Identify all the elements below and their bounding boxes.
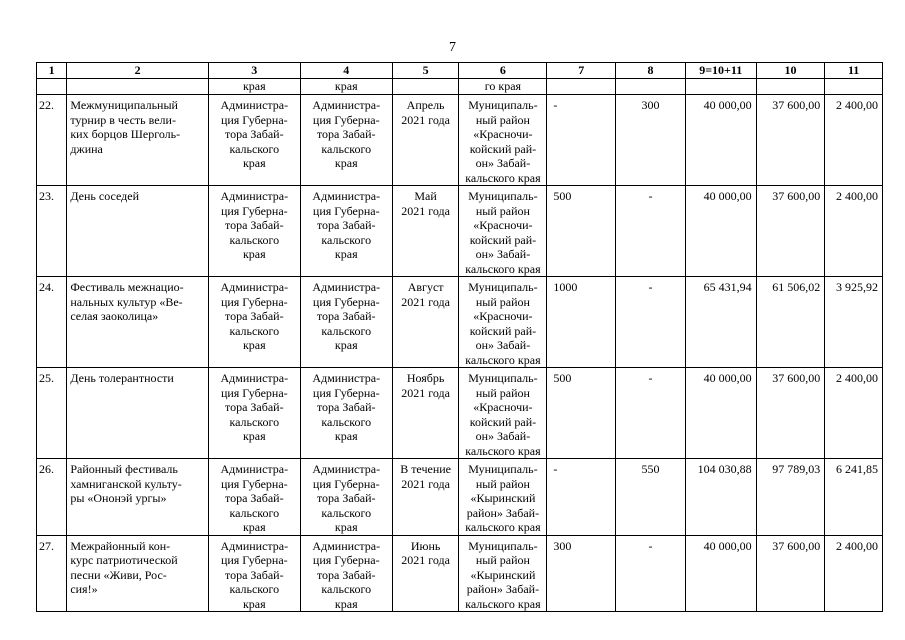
amount-part-1-cell bbox=[756, 186, 825, 277]
event-name-cell bbox=[67, 186, 209, 277]
event-name-cell bbox=[67, 535, 209, 612]
organizer-cell bbox=[208, 459, 300, 536]
table-row bbox=[37, 186, 883, 277]
column-header: 11 bbox=[825, 63, 883, 79]
participants-count-alt-cell bbox=[616, 459, 686, 536]
column-header: 2 bbox=[67, 63, 209, 79]
participants-count: 1000 bbox=[553, 280, 578, 294]
executor-cell bbox=[300, 186, 392, 277]
column-header: 10 bbox=[756, 63, 825, 79]
executor: Администра- ция Губерна- тора Забай- кальского края bbox=[312, 538, 381, 611]
event-date: Июнь 2021 года bbox=[401, 538, 450, 567]
event-date: Апрель 2021 года bbox=[401, 98, 450, 127]
total-amount-cell bbox=[685, 95, 756, 186]
event-date-cell bbox=[392, 277, 459, 368]
column-header: 4 bbox=[300, 63, 392, 79]
total-amount-cell bbox=[685, 368, 756, 459]
amount-part-2: 2 400,00 bbox=[836, 371, 878, 385]
organizer: Администра- ция Губерна- тора Забай- кальского края bbox=[220, 189, 289, 261]
event-date: Май 2021 года bbox=[401, 189, 450, 218]
amount-part-1: 37 600,00 bbox=[772, 98, 821, 112]
event-date-cell bbox=[392, 535, 459, 612]
event-date: Ноябрь 2021 года bbox=[401, 371, 450, 400]
organizer: Администра- ция Губерна- тора Забай- кальского края bbox=[220, 98, 289, 170]
organizer: Администра- ция Губерна- тора Забай- кальского края bbox=[220, 371, 289, 443]
table-row bbox=[37, 368, 883, 459]
total-amount: 40 000,00 bbox=[703, 371, 752, 385]
event-place: Муниципаль- ный район «Красночи- койский рай- он» Забай- кальского края bbox=[465, 189, 541, 276]
row-number: 22. bbox=[39, 98, 54, 112]
event-place: Муниципаль- ный район «Кыринский район» Забай- кальского края bbox=[465, 462, 541, 534]
participants-count: - bbox=[553, 462, 558, 476]
participants-count-cell bbox=[547, 368, 616, 459]
participants-count-cell bbox=[547, 459, 616, 536]
table-row bbox=[37, 459, 883, 536]
events-table bbox=[36, 62, 883, 612]
event-name: День соседей bbox=[70, 189, 139, 203]
participants-count-cell bbox=[547, 186, 616, 277]
continuation-cell: края bbox=[300, 79, 392, 95]
event-name: День толерантности bbox=[70, 371, 174, 385]
continuation-cell bbox=[756, 79, 825, 95]
amount-part-2-cell bbox=[825, 277, 883, 368]
total-amount: 40 000,00 bbox=[703, 189, 752, 203]
participants-count-cell bbox=[547, 277, 616, 368]
event-name: Межрайонный кон- курс патриотической песни «Живи, Рос- сия!» bbox=[70, 538, 178, 596]
continuation-cell bbox=[392, 79, 459, 95]
amount-part-2: 6 241,85 bbox=[836, 462, 878, 476]
total-amount: 40 000,00 bbox=[703, 538, 752, 553]
participants-count-cell bbox=[547, 95, 616, 186]
executor: Администра- ция Губерна- тора Забай- кальского края bbox=[312, 371, 381, 443]
participants-count-cell bbox=[547, 535, 616, 612]
event-place: Муниципаль- ный район «Красночи- койский рай- он» Забай- кальского края bbox=[465, 98, 541, 185]
executor: Администра- ция Губерна- тора Забай- кальского края bbox=[312, 189, 381, 261]
amount-part-1: 61 506,02 bbox=[772, 280, 821, 294]
row-number-cell bbox=[37, 535, 67, 612]
event-name: Фестиваль межнацио- нальных культур «Ве- селая заоколица» bbox=[70, 280, 184, 323]
participants-count-alt: 550 bbox=[641, 462, 660, 476]
column-number-row bbox=[37, 63, 883, 79]
participants-count-alt-cell bbox=[616, 277, 686, 368]
amount-part-2-cell bbox=[825, 368, 883, 459]
column-header: 5 bbox=[392, 63, 459, 79]
event-date: В течение 2021 года bbox=[400, 462, 451, 491]
executor: Администра- ция Губерна- тора Забай- кальского края bbox=[312, 98, 381, 170]
total-amount-cell bbox=[685, 459, 756, 536]
event-date-cell bbox=[392, 368, 459, 459]
executor-cell bbox=[300, 368, 392, 459]
row-number-cell bbox=[37, 277, 67, 368]
event-name: Районный фестиваль хамниганской культу- ры «Ононэй ургы» bbox=[70, 462, 182, 505]
total-amount: 40 000,00 bbox=[703, 98, 752, 112]
event-place-cell bbox=[459, 535, 547, 612]
participants-count: - bbox=[553, 98, 558, 112]
participants-count-alt: - bbox=[648, 189, 653, 203]
event-place-cell bbox=[459, 95, 547, 186]
amount-part-2: 2 400,00 bbox=[836, 189, 878, 203]
row-number: 27. bbox=[39, 538, 54, 553]
continuation-cell bbox=[616, 79, 686, 95]
row-number: 23. bbox=[39, 189, 54, 203]
event-date-cell bbox=[392, 459, 459, 536]
event-name-cell bbox=[67, 459, 209, 536]
amount-part-1: 37 600,00 bbox=[772, 371, 821, 385]
organizer-cell bbox=[208, 95, 300, 186]
executor-cell bbox=[300, 535, 392, 612]
continuation-cell bbox=[685, 79, 756, 95]
row-number: 24. bbox=[39, 280, 54, 294]
table-row bbox=[37, 535, 883, 612]
amount-part-1-cell bbox=[756, 535, 825, 612]
column-header: 7 bbox=[547, 63, 616, 79]
participants-count: 500 bbox=[553, 371, 572, 385]
event-date-cell bbox=[392, 186, 459, 277]
row-number: 26. bbox=[39, 462, 54, 476]
column-header: 3 bbox=[208, 63, 300, 79]
event-place-cell bbox=[459, 186, 547, 277]
row-number-cell bbox=[37, 95, 67, 186]
amount-part-2-cell bbox=[825, 535, 883, 612]
continuation-row bbox=[37, 79, 883, 95]
event-place-cell bbox=[459, 459, 547, 536]
executor: Администра- ция Губерна- тора Забай- кальского края bbox=[312, 462, 381, 534]
amount-part-2-cell bbox=[825, 186, 883, 277]
organizer-cell bbox=[208, 535, 300, 612]
participants-count-alt: - bbox=[648, 371, 653, 385]
event-name: Межмуниципальный турнир в честь вели- ких борцов Шерголь- джина bbox=[70, 98, 181, 156]
continuation-cell bbox=[547, 79, 616, 95]
table-row bbox=[37, 95, 883, 186]
event-name-cell bbox=[67, 277, 209, 368]
organizer-cell bbox=[208, 186, 300, 277]
column-header: 6 bbox=[459, 63, 547, 79]
participants-count: 300 bbox=[553, 538, 572, 553]
participants-count-alt-cell bbox=[616, 368, 686, 459]
event-place: Муниципаль- ный район «Красночи- койский рай- он» Забай- кальского края bbox=[465, 371, 541, 458]
organizer-cell bbox=[208, 368, 300, 459]
total-amount: 104 030,88 bbox=[697, 462, 752, 476]
column-header: 9=10+11 bbox=[685, 63, 756, 79]
amount-part-1-cell bbox=[756, 368, 825, 459]
row-number-cell bbox=[37, 368, 67, 459]
amount-part-1-cell bbox=[756, 277, 825, 368]
participants-count-alt: 300 bbox=[641, 98, 660, 112]
organizer: Администра- ция Губерна- тора Забай- кальского края bbox=[220, 280, 289, 352]
participants-count: 500 bbox=[553, 189, 572, 203]
event-place: Муниципаль- ный район «Красночи- койский рай- он» Забай- кальского края bbox=[465, 280, 541, 367]
amount-part-1: 37 600,00 bbox=[772, 538, 821, 553]
row-number-cell bbox=[37, 459, 67, 536]
amount-part-1: 97 789,03 bbox=[772, 462, 821, 476]
organizer: Администра- ция Губерна- тора Забай- кальского края bbox=[220, 538, 289, 611]
table-row bbox=[37, 277, 883, 368]
event-date: Август 2021 года bbox=[401, 280, 450, 309]
total-amount: 65 431,94 bbox=[703, 280, 752, 294]
continuation-cell: края bbox=[208, 79, 300, 95]
continuation-cell bbox=[67, 79, 209, 95]
participants-count-alt-cell bbox=[616, 95, 686, 186]
event-place-cell bbox=[459, 368, 547, 459]
column-header: 8 bbox=[616, 63, 686, 79]
row-number: 25. bbox=[39, 371, 54, 385]
amount-part-2-cell bbox=[825, 95, 883, 186]
event-name-cell bbox=[67, 95, 209, 186]
row-number-cell bbox=[37, 186, 67, 277]
participants-count-alt-cell bbox=[616, 186, 686, 277]
amount-part-1: 37 600,00 bbox=[772, 189, 821, 203]
total-amount-cell bbox=[685, 186, 756, 277]
event-place: Муниципаль- ный район «Кыринский район» Забай- кальского края bbox=[465, 538, 541, 611]
amount-part-2: 2 400,00 bbox=[836, 538, 878, 553]
total-amount-cell bbox=[685, 277, 756, 368]
amount-part-1-cell bbox=[756, 95, 825, 186]
participants-count-alt: - bbox=[648, 538, 653, 553]
page-number: 7 bbox=[449, 40, 456, 55]
amount-part-2: 2 400,00 bbox=[836, 98, 878, 112]
event-name-cell bbox=[67, 368, 209, 459]
continuation-cell bbox=[825, 79, 883, 95]
total-amount-cell bbox=[685, 535, 756, 612]
participants-count-alt-cell bbox=[616, 535, 686, 612]
column-header: 1 bbox=[37, 63, 67, 79]
executor-cell bbox=[300, 277, 392, 368]
executor-cell bbox=[300, 459, 392, 536]
organizer: Администра- ция Губерна- тора Забай- кальского края bbox=[220, 462, 289, 534]
event-date-cell bbox=[392, 95, 459, 186]
event-place-cell bbox=[459, 277, 547, 368]
continuation-cell: го края bbox=[459, 79, 547, 95]
executor-cell bbox=[300, 95, 392, 186]
amount-part-2: 3 925,92 bbox=[836, 280, 878, 294]
participants-count-alt: - bbox=[648, 280, 653, 294]
organizer-cell bbox=[208, 277, 300, 368]
amount-part-1-cell bbox=[756, 459, 825, 536]
amount-part-2-cell bbox=[825, 459, 883, 536]
executor: Администра- ция Губерна- тора Забай- кальского края bbox=[312, 280, 381, 352]
continuation-cell bbox=[37, 79, 67, 95]
